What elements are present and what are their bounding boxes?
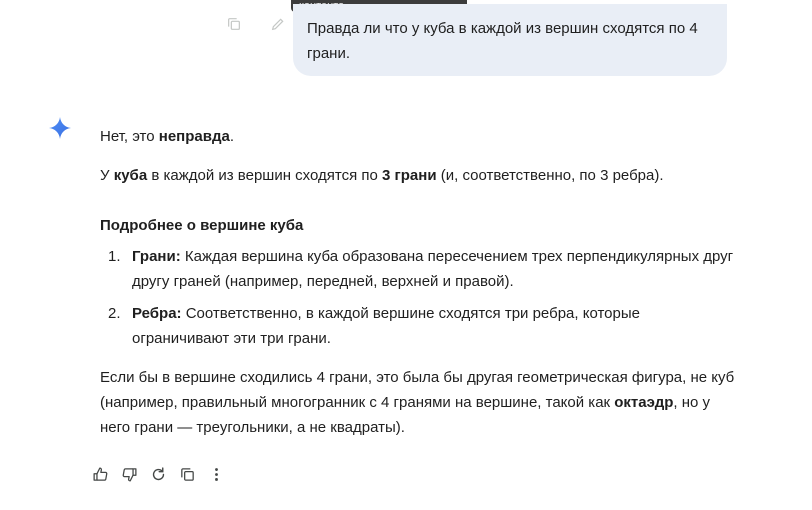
copy-prompt-button[interactable] <box>224 14 244 34</box>
user-message-text: Правда ли что у куба в каждой из вершин сходятся по 4 грани. <box>307 20 698 62</box>
text-span: в каждой из вершин сходятся по <box>147 167 383 184</box>
response-paragraph <box>100 365 740 440</box>
list-item <box>100 301 740 351</box>
thumbs-down-icon <box>121 466 138 483</box>
list-item-text: Каждая вершина куба образована пересечением трех перпендикулярных друг другу граней (например, передней, верхней и правой). <box>132 248 734 290</box>
more-vert-icon <box>208 466 225 483</box>
gemini-sparkle-icon <box>48 116 72 140</box>
text-span: Нет, это <box>100 128 159 145</box>
details-list <box>100 244 740 351</box>
text-span: . <box>229 128 234 145</box>
user-message-bubble <box>293 4 727 76</box>
user-message-actions <box>224 14 288 34</box>
more-options-button[interactable] <box>206 464 226 484</box>
bold-text: 3 грани <box>382 167 437 184</box>
copy-response-button[interactable] <box>177 464 197 484</box>
response-actions <box>90 464 226 484</box>
copy-icon <box>179 466 196 483</box>
regenerate-button[interactable] <box>148 464 168 484</box>
thumbs-up-icon <box>92 466 109 483</box>
text-span: (и, соответственно, по 3 ребра). <box>436 167 664 184</box>
list-item-title: Грани: <box>132 248 181 265</box>
edit-icon <box>270 16 286 32</box>
list-item <box>100 244 740 294</box>
section-heading: Подробнее о вершине куба <box>100 217 304 234</box>
good-response-button[interactable] <box>90 464 110 484</box>
assistant-response <box>100 124 740 440</box>
list-number: 2. <box>108 305 121 322</box>
text-span: Если бы в вершине сходились 4 грани, это была бы другая геометрическая фигура, не куб (например, правильный многогранник с 4 гранями на вершине, такой как <box>100 369 735 411</box>
text-span: У <box>100 167 114 184</box>
regenerate-icon <box>150 466 167 483</box>
text-span: , но у него грани — треугольники, а не квадраты). <box>100 394 711 436</box>
bold-text: куба <box>113 167 148 184</box>
response-paragraph <box>100 163 740 188</box>
copy-icon <box>226 16 242 32</box>
edit-prompt-button[interactable] <box>268 14 288 34</box>
bold-text: неправда <box>158 128 230 145</box>
bold-text: октаэдр <box>614 394 674 411</box>
list-item-text: Соответственно, в каждой вершине сходятся три ребра, которые ограничивают эти три грани. <box>132 305 640 347</box>
list-item-title: Ребра: <box>132 305 182 322</box>
bad-response-button[interactable] <box>119 464 139 484</box>
list-number: 1. <box>108 248 121 265</box>
response-paragraph <box>100 124 740 149</box>
